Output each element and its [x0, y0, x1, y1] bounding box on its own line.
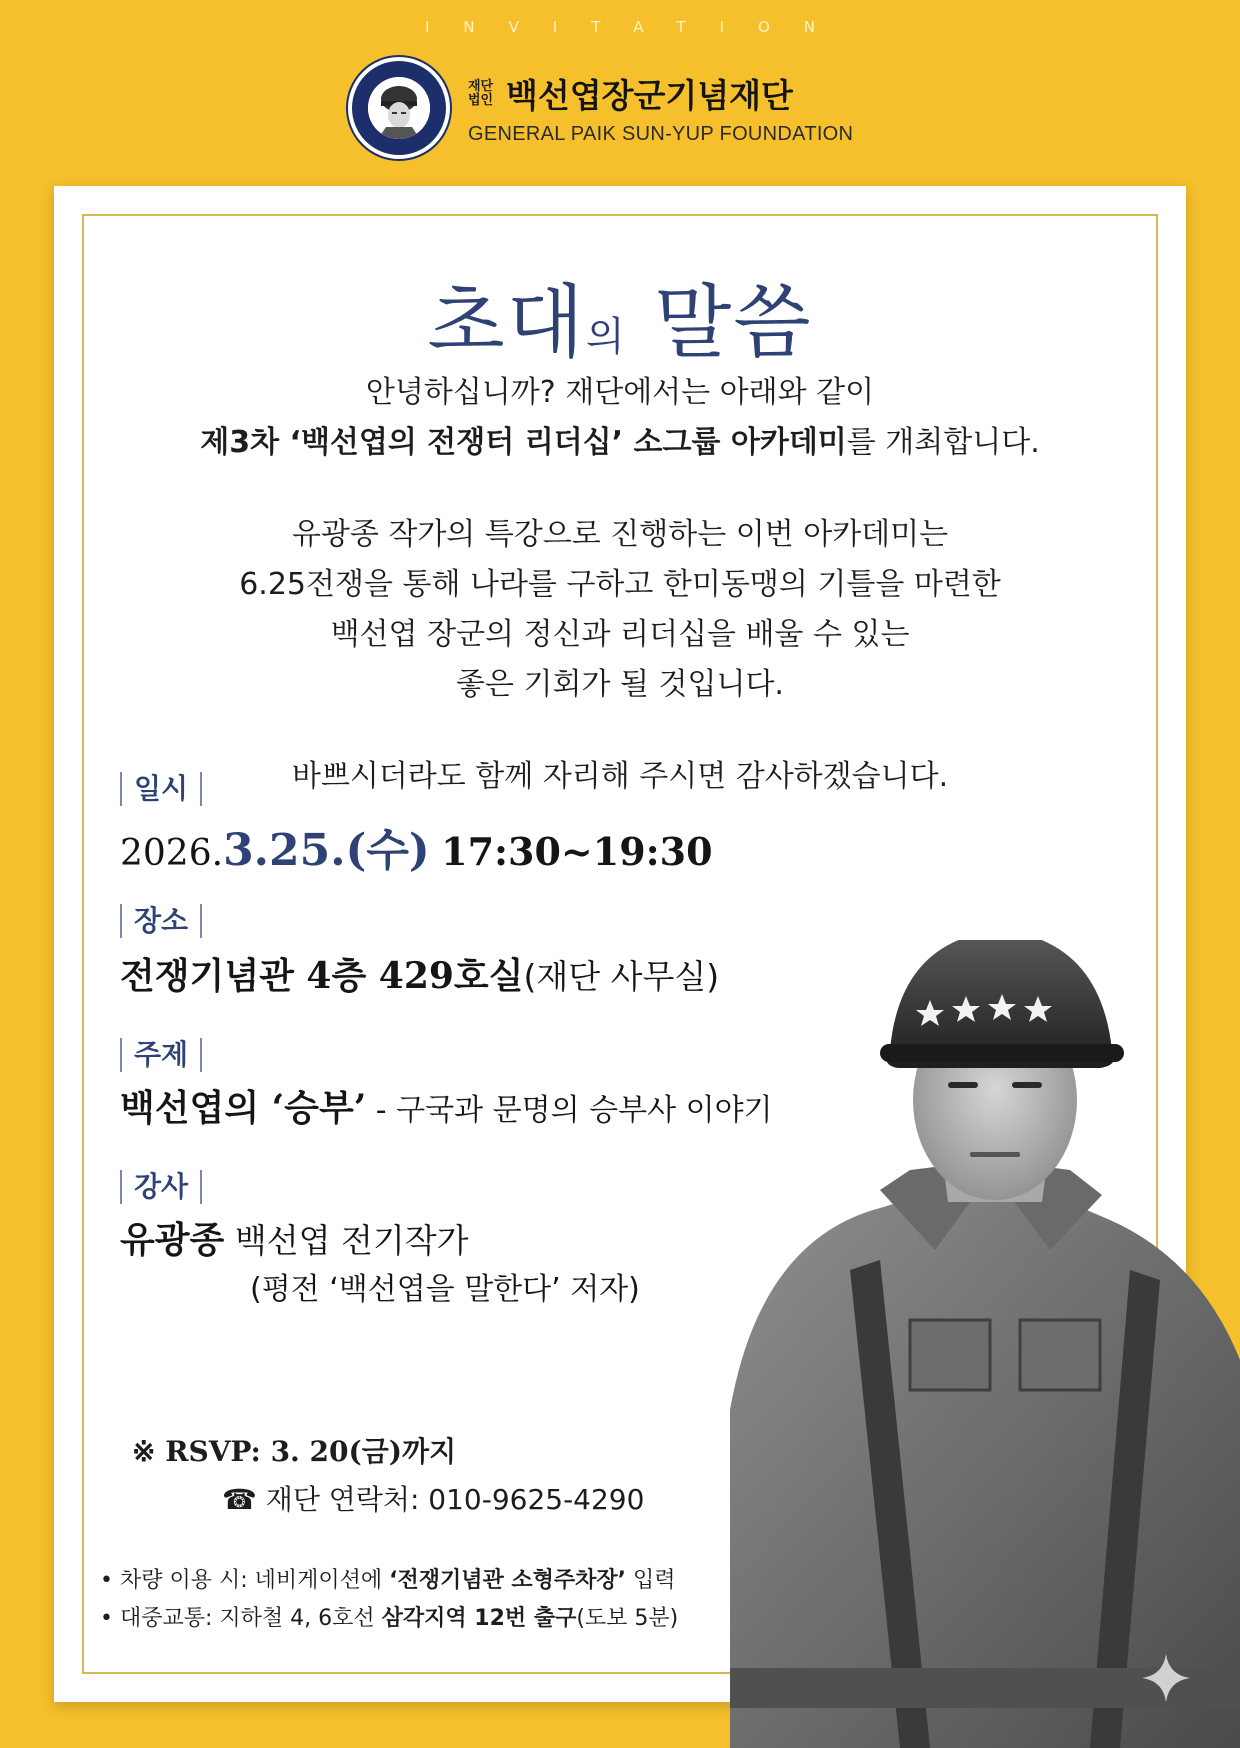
foundation-header [348, 52, 908, 164]
sparkle-icon [1138, 1650, 1194, 1706]
title-part-1: 초대 [427, 276, 586, 369]
greeting-text: 를 개최합니다. [846, 425, 1040, 460]
topic-subtitle: - 구국과 문명의 승부사 이야기 [366, 1093, 773, 1128]
topic-value [120, 1080, 773, 1131]
transport-notes [100, 1562, 678, 1638]
contact-number: 재단 연락처: 010-9625-4290 [265, 1483, 645, 1516]
greeting-line: 안녕하십니까? 재단에서는 아래와 같이 [365, 375, 875, 410]
venue-note: (재단 사무실) [523, 957, 720, 996]
schedule-year: 2026. [120, 833, 224, 874]
venue-label: 장소 [120, 904, 202, 938]
schedule-time: 17:30~19:30 [441, 829, 713, 874]
invitation-heading: INVITATION [424, 18, 850, 36]
greeting-line: 6.25전쟁을 통해 나라를 구하고 한미동맹의 기틀을 마련한 [239, 567, 1001, 602]
corporation-tag: 재단 법인 [468, 78, 494, 108]
topic-label: 주제 [120, 1038, 202, 1072]
greeting-line: 좋은 기회가 될 것입니다. [456, 667, 784, 702]
schedule-label: 일시 [120, 772, 202, 806]
speaker-book-text: (평전 ‘백선엽을 말한다’ 저자) [250, 1272, 640, 1307]
greeting-line: 백선엽 장군의 정신과 리더십을 배울 수 있는 [330, 617, 910, 652]
parking-note: • 차량 이용 시: 네비게이션에 ‘전쟁기념관 소형주차장’ 입력 [100, 1568, 676, 1593]
rsvp-deadline: ※ RSVP: 3. 20(금)까지 [132, 1435, 457, 1468]
speaker-role: 백선엽 전기작가 [224, 1221, 469, 1260]
topic-title: 백선엽의 ‘승부’ [120, 1087, 367, 1129]
contact-line [222, 1478, 644, 1518]
schedule-value [120, 814, 713, 878]
venue-place: 전쟁기념관 4층 429호실 [120, 955, 524, 997]
title-part-3: 말씀 [626, 276, 813, 369]
speaker-name: 유광종 [120, 1219, 225, 1261]
org-name-korean: 백선엽장군기념재단 [506, 76, 793, 115]
org-name-english: GENERAL PAIK SUN-YUP FOUNDATION [468, 123, 854, 145]
phone-icon: ☎ [222, 1483, 257, 1516]
page-title [54, 258, 1186, 373]
venue-value [120, 948, 719, 999]
speaker-value [120, 1212, 468, 1263]
speaker-label: 강사 [120, 1170, 202, 1204]
speaker-book [250, 1264, 640, 1308]
greeting-line [54, 418, 1186, 468]
greeting-line: 바쁘시더라도 함께 자리해 주시면 감사하겠습니다. [291, 759, 949, 794]
event-name: 제3차 ‘백선엽의 전쟁터 리더십’ 소그룹 아카데미 [200, 425, 847, 460]
foundation-emblem-logo [348, 57, 450, 159]
title-part-2: 의 [585, 314, 627, 360]
schedule-date: 3.25.(수) [223, 825, 430, 876]
greeting-line: 유광종 작가의 특강으로 진행하는 이번 아카데미는 [291, 517, 949, 552]
transit-note: • 대중교통: 지하철 4, 6호선 삼각지역 12번 출구(도보 5분) [100, 1606, 679, 1631]
general-portrait-photo [730, 940, 1240, 1748]
greeting-message [54, 368, 1186, 802]
